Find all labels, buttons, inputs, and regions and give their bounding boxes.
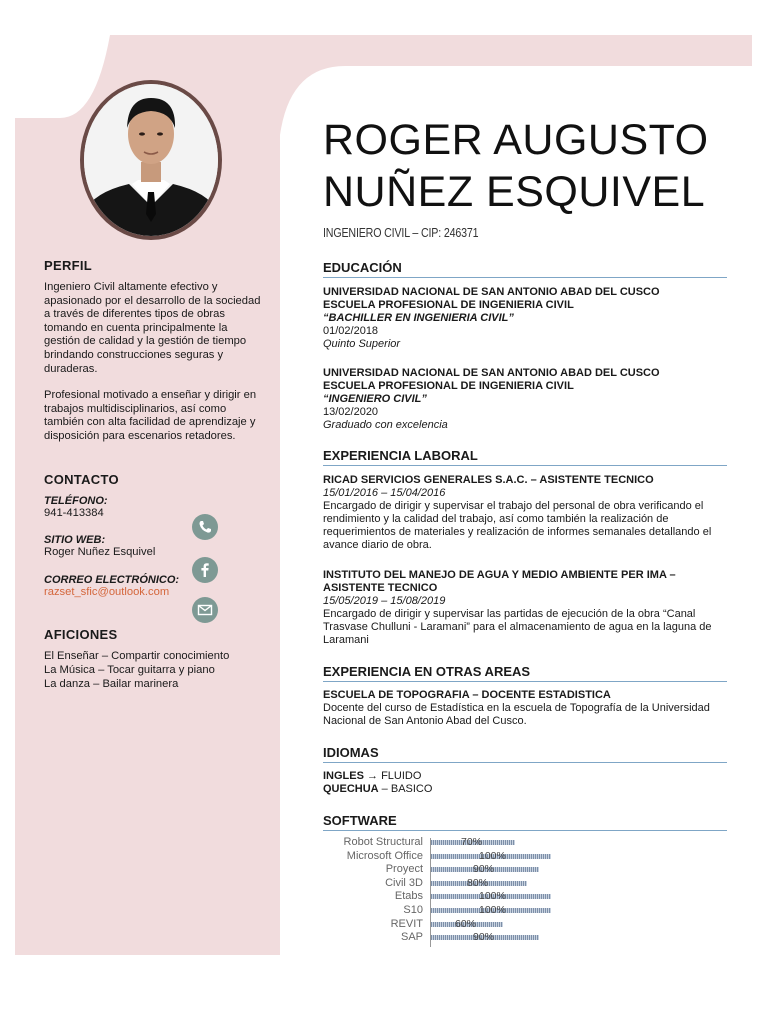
facebook-icon[interactable] — [192, 557, 218, 583]
education-university: UNIVERSIDAD NACIONAL DE SAN ANTONIO ABAD DEL CUSCO — [323, 367, 660, 379]
sidebar — [44, 258, 264, 691]
other-experience-title: ESCUELA DE TOPOGRAFIA – DOCENTE ESTADISTICA — [323, 689, 611, 701]
skill-row — [323, 904, 583, 918]
experience-description: Encargado de dirigir y supervisar el trabajo del personal de obra verificando el rendimiento y la calidad del trabajo, así como también la realización de requerimientos de materiales y realización de informes semanales detallando el avance diario de obra. — [323, 500, 712, 551]
skill-row — [323, 877, 583, 891]
hobbies-heading: AFICIONES — [44, 627, 118, 643]
profile-paragraph-1: Ingeniero Civil altamente efectivo y apasionado por el desarrollo de la sociedad a través de diferentes tipos de obras tomando en cuenta principalmente la gestión de calidad y la gestión de tiempo brindando construcciones seguras y duraderas. — [44, 281, 261, 375]
mail-icon[interactable] — [192, 597, 218, 623]
web-value[interactable]: Roger Nuñez Esquivel — [44, 546, 156, 559]
education-entry — [323, 367, 733, 432]
job-subtitle: INGENIERO CIVIL – CIP: 246371 — [323, 225, 479, 240]
skill-row — [323, 931, 583, 945]
other-experience-description: Docente del curso de Estadística en la escuela de Topografía de la Universidad Nacional de San Antonio Abad del Cusco. — [323, 702, 710, 727]
experience-entry — [323, 474, 733, 552]
web-label: SITIO WEB: — [44, 534, 106, 547]
education-note: Quinto Superior — [323, 338, 401, 350]
languages-heading: IDIOMAS — [323, 745, 727, 763]
other-experience-entry — [323, 689, 733, 728]
name-line-1: ROGER AUGUSTO — [323, 116, 709, 164]
skill-value-label: 100% — [479, 903, 506, 916]
skill-row — [323, 890, 583, 904]
profile-photo — [80, 80, 222, 240]
experience-entry — [323, 569, 712, 647]
skill-value-label: 90% — [473, 931, 495, 944]
skill-value-label: 60% — [455, 917, 477, 930]
other-experience-heading: EXPERIENCIA EN OTRAS AREAS — [323, 664, 727, 682]
skill-value-label: 100% — [479, 849, 506, 862]
education-entry — [323, 286, 733, 351]
skill-value-label: 100% — [479, 890, 506, 903]
hobby-item: La Música – Tocar guitarra y piano — [44, 663, 215, 676]
skill-label: Proyect — [385, 863, 423, 876]
skill-label: Civil 3D — [385, 876, 423, 889]
software-heading: SOFTWARE — [323, 813, 727, 831]
skill-label: Robot Structural — [343, 836, 423, 848]
profile-heading: PERFIL — [44, 258, 93, 273]
hobby-item: El Enseñar – Compartir conocimiento — [44, 650, 230, 663]
contact-heading: CONTACTO — [44, 471, 119, 487]
skill-row — [323, 918, 583, 932]
experience-title: INSTITUTO DEL MANEJO DE AGUA Y MEDIO AMBIENTE PER IMA – ASISTENTE TECNICO — [323, 569, 676, 594]
language-item: INGLES → FLUIDO — [323, 770, 422, 782]
education-school: ESCUELA PROFESIONAL DE INGENIERIA CIVIL — [323, 299, 574, 311]
language-item: QUECHUA – BASICO — [323, 783, 433, 795]
skill-value-label: 80% — [467, 876, 489, 889]
name-line-2: NUÑEZ ESQUIVEL — [323, 168, 706, 216]
experience-description: Encargado de dirigir y supervisar las partidas de ejecución de la obra “Canal Trasvase Chulluni - Laramani” para el almacenamiento de agua en la laguna de Laramani — [323, 608, 712, 646]
email-link[interactable]: razset_sfic@outlook.com — [44, 585, 170, 598]
phone-label: TELÉFONO: — [44, 494, 108, 507]
skill-label: SAP — [400, 931, 423, 944]
skill-label: Etabs — [394, 890, 423, 903]
skill-row — [323, 850, 583, 864]
languages-list — [323, 770, 733, 796]
skill-value-label: 70% — [461, 836, 483, 848]
experience-title: RICAD SERVICIOS GENERALES S.A.C. – ASISTENTE TECNICO — [323, 474, 654, 486]
education-degree: “BACHILLER EN INGENIERIA CIVIL” — [323, 312, 514, 324]
education-school: ESCUELA PROFESIONAL DE INGENIERIA CIVIL — [323, 380, 574, 392]
experience-heading: EXPERIENCIA LABORAL — [323, 448, 727, 466]
software-chart — [323, 836, 583, 945]
skill-row — [323, 863, 583, 877]
email-label: CORREO ELECTRÓNICO: — [44, 573, 180, 586]
skill-label: S10 — [403, 903, 423, 916]
skill-value-label: 90% — [473, 863, 495, 876]
education-note: Graduado con excelencia — [323, 419, 448, 431]
full-name — [323, 114, 709, 218]
education-degree: “INGENIERO CIVIL” — [323, 393, 427, 405]
hobby-item: La danza – Bailar marinera — [44, 677, 179, 690]
phone-value: 941-413384 — [44, 506, 104, 519]
skill-row — [323, 836, 583, 850]
profile-paragraph-2: Profesional motivado a enseñar y dirigir en trabajos multidisciplinarios, así como también con alta facilidad de aprendizaje y disposición para escenarios retadores. — [44, 389, 257, 442]
education-date: 01/02/2018 — [323, 325, 379, 337]
experience-dates: 15/01/2016 – 15/04/2016 — [323, 487, 446, 499]
education-university: UNIVERSIDAD NACIONAL DE SAN ANTONIO ABAD DEL CUSCO — [323, 286, 660, 298]
skill-label: Microsoft Office — [346, 849, 423, 862]
phone-icon — [192, 514, 218, 540]
education-heading: EDUCACIÓN — [323, 260, 727, 278]
experience-dates: 15/05/2019 – 15/08/2019 — [323, 595, 446, 607]
skill-label: REVIT — [390, 917, 423, 930]
education-date: 13/02/2020 — [323, 406, 379, 418]
